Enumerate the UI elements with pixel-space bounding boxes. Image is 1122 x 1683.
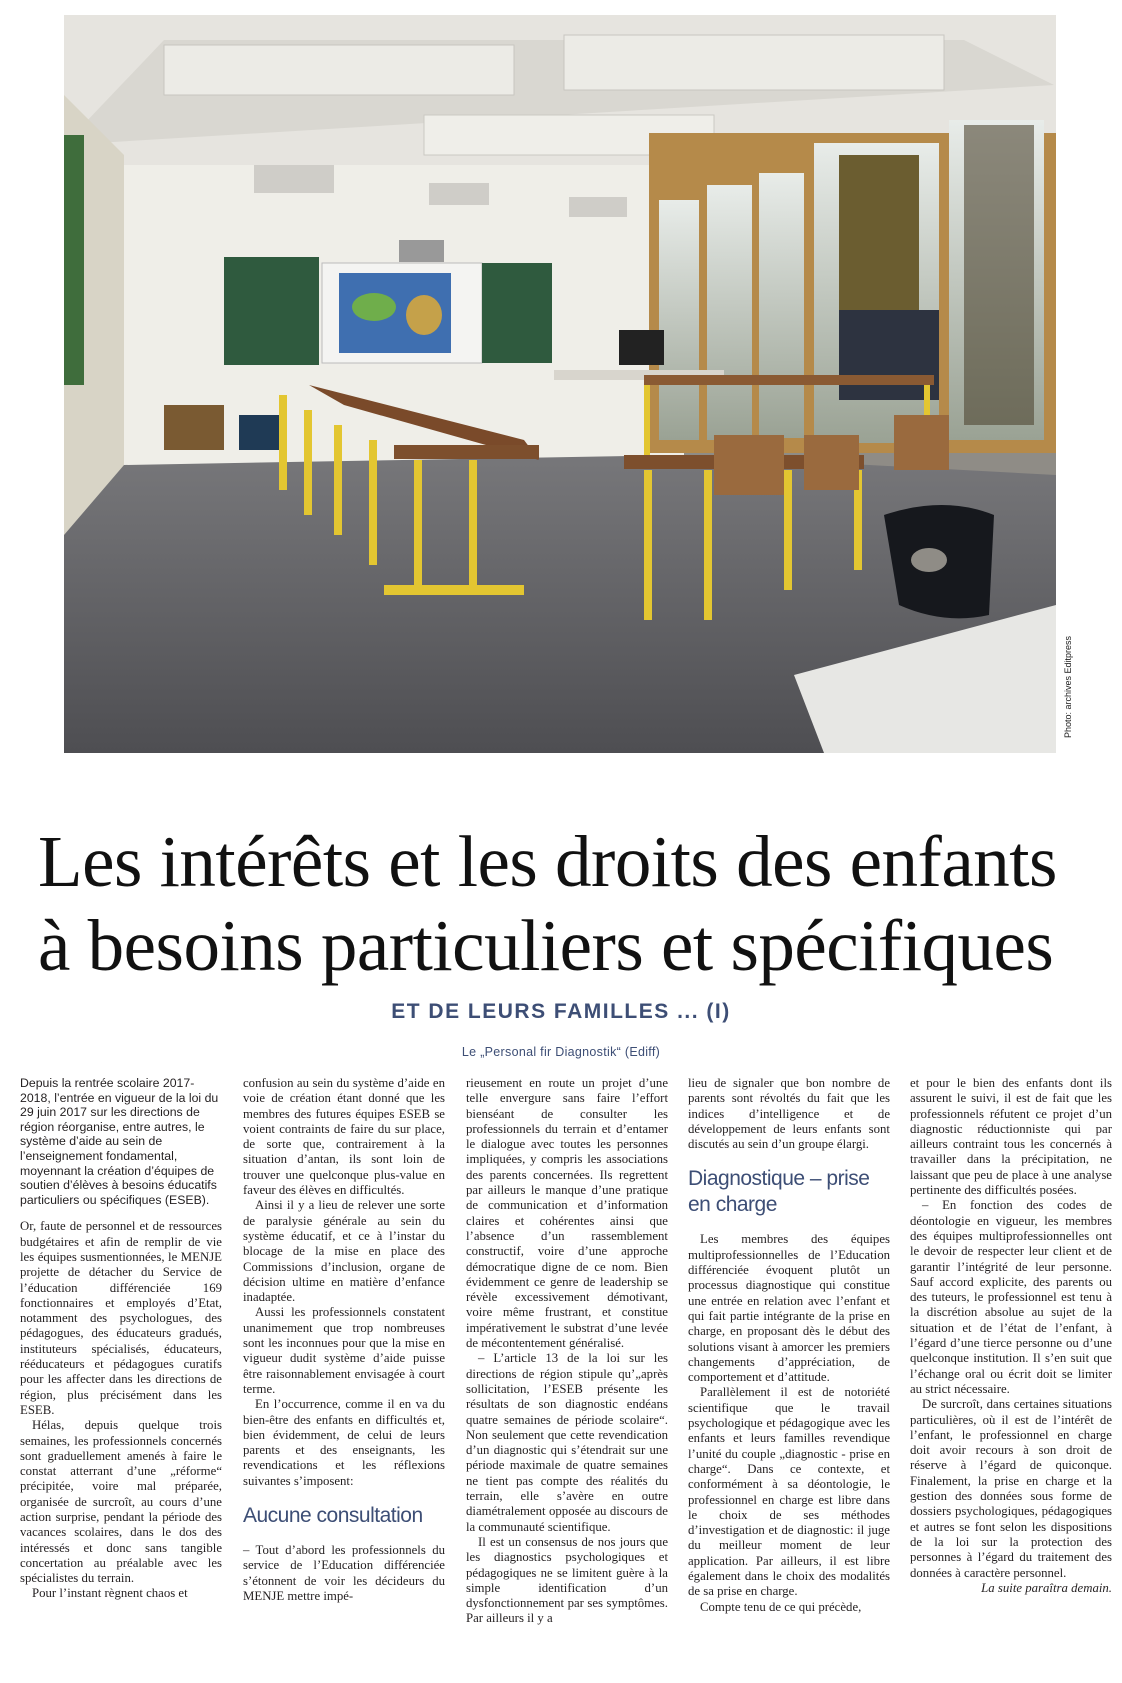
byline: Le „Personal fir Diagnostik“ (Ediff)	[461, 1045, 661, 1059]
paragraph: – L’article 13 de la loi sur les directions de région stipule qu’„après sollicitation, l’ESEB présente les résultats de son diagnostic endéans quatre semaines de période scolaire“. Non seulement que cette revendication d’un diagnostic qui s’étendrait sur une période maximale de quatre semaines ne tient pas compte des réalités du terrain, elle s’avère en outre diamétralement opposée au discours de la communauté scientifique.	[466, 1351, 668, 1534]
paragraph: Hélas, depuis quelque trois semaines, les professionnels concernés sont graduellement amenés à faire le constat atterrant d’une „réforme“ précipitée, voire mal préparée, organisée de surcroît, au cours d’une action surprise, pendant la période des vacances scolaires, dans le dos des intéressés et donc sans tangible concertation au préalable avec les spécialistes du terrain.	[20, 1418, 222, 1586]
paragraph: Parallèlement il est de notoriété scientifique que le travail psychologique et pédagogique avec les enfants et leurs familles revendique l’unité du couple „diagnostic - prise en charge“. Dans ce contexte, et conformément à sa déontologie, le professionnel en charge est libre dans le choix de ses méthodes d’investigation et de diagnostic: il juge du meilleur moment de leur application. Par ailleurs, il est libre également dans le choix des modalités de sa prise en charge.	[688, 1385, 890, 1599]
paragraph: Compte tenu de ce qui précède,	[700, 1599, 862, 1614]
classroom-illustration	[64, 15, 1056, 753]
paragraph: Aussi les professionnels constatent unanimement que trop nombreuses sont les inconnues pour que la mise en vigueur dudit système d’aide puisse être raisonnablement envisagée à court terme.	[243, 1305, 445, 1396]
headline-line-2: à besoins particuliers et spécifiques	[38, 905, 1054, 986]
continuation-note: La suite paraîtra demain.	[981, 1580, 1112, 1595]
paragraph: Pour l’instant règnent chaos et	[32, 1586, 188, 1601]
article-column-3	[466, 1076, 668, 1627]
paragraph: De surcroît, dans certaines situations particulières, où il est de l’intérêt de l’enfant, le professionnel en charge doit avoir recours à son droit de réserve à l’égard de quiconque. Finalement, la prise en charge et la gestion des données sous forme de dossiers psychologiques, pédagogiques et autres se font selon les dispositions de la loi sur la protection des personnes à l’égard du traitement des données à caractère personnel.	[910, 1397, 1112, 1580]
article-column-2	[243, 1076, 445, 1604]
photo-credit	[1058, 630, 1078, 754]
paragraph: Les membres des équipes multiprofessionnelles de l’Education différenciée évoquent plutôt un processus diagnostique qui constitue une entrée en relation avec l’enfant et qui fait partie intégrante de la prise en charge, en proposant dès le début des solutions visant à amorcer les premiers changements d’appréciation, de comportement et d’attitude.	[688, 1232, 890, 1385]
paragraph: Or, faute de personnel et de ressources budgétaires et afin de remplir de vie les équipes susmentionnées, le MENJE projette de détacher du Service de l’éducation différenciée 169 fonctionnaires et employés d’Etat, notamment des psychologues, des pédagogues, des éducateurs gradués, instituteurs spécialisés, éducateurs, rééducateurs et pédagogues curatifs pour les affecter dans les directions de région, plus précisément dans les ESEB.	[20, 1219, 222, 1417]
paragraph: En l’occurrence, comme il en va du bien-être des enfants en difficultés et, bien évidemment, de celui de leurs parents et des enseignants, les revendications et les réflexions suivantes s’imposent:	[243, 1397, 445, 1488]
section-heading: Diagnostique – prise en charge	[688, 1167, 870, 1217]
photo-credit-text: Photo: archives Editpress	[1063, 635, 1073, 739]
headline-line-1: Les intérêts et les droits des enfants	[38, 821, 1057, 902]
paragraph: – Tout d’abord les professionnels du service de l’Education différenciée s’étonnent de voir les décideurs du MENJE mettre impé-	[243, 1543, 445, 1603]
paragraph: Depuis la rentrée scolaire 2017-2018, l’entrée en vigueur de la loi du 29 juin 2017 sur les directions de région réorganise, entre autres, le système d’aide au sein de l’enseignement fondamental, moyennant la création d’équipes de soutien d’élèves à besoins éducatifs particuliers ou spécifiques (ESEB).	[20, 1076, 219, 1207]
paragraph: confusion au sein du système d’aide en voie de création étant donné que les membres des futures équipes ESEB se voient contraints de faire du sur place, de sorte que, contrairement à la situation d’antan, ils sont loin de trouver une quelconque plus-value en faveur des élèves en difficultés.	[243, 1076, 445, 1198]
section-heading: Aucune consultation	[243, 1504, 423, 1528]
subheadline: ET DE LEURS FAMILLES ... (I)	[391, 1000, 731, 1023]
article-column-5	[910, 1076, 1112, 1596]
article-column-4	[688, 1076, 890, 1615]
classroom-photo	[64, 15, 1056, 753]
paragraph: Ainsi il y a lieu de relever une sorte de paralysie générale au sein du système éducatif, et ce à l’instar du blocage de la mise en place des Commissions d’inclusion, organe de décision ultime en matière d’enfance inadaptée.	[243, 1198, 445, 1305]
paragraph: Il est un consensus de nos jours que les diagnostics psychologiques et pédagogiques ne se limitent guère à la simple identification d’un dysfonctionnement par ses symptômes. Par ailleurs il y a	[466, 1534, 668, 1626]
paragraph: rieusement en route un projet d’une telle envergure sans faire l’effort bienséant de consulter les professionnels du terrain et d’entamer le dialogue avec toutes les personnes impliquées, y compris les associations des parents concernées. Ils regrettent par ailleurs le manque d’une pratique de communication et d’information claires et cohérentes ainsi que l’absence d’un rassemblement constructif, voire d’une approche démocratique digne de ce nom. Bien évidemment ce genre de leadership se révèle excessivement démotivant, voire même frustrant, et constitue impérativement le substrat d’une levée de mécontentement généralisé.	[466, 1076, 668, 1351]
article-column-1	[20, 1076, 222, 1602]
headline	[38, 820, 1098, 988]
paragraph: et pour le bien des enfants dont ils assurent le suivi, il est de fait que les professionnels réfutent ce projet d’un diagnostic réductionniste qui par ailleurs contraint tous les concernés à travailler dans la précipitation, ne laissant que peu de place à une analyse pertinente des difficultés posées.	[910, 1076, 1112, 1198]
paragraph: lieu de signaler que bon nombre de parents sont révoltés du fait que les indices d’intelligence et de développement de leurs enfants sont discutés au sein d’un groupe élargi.	[688, 1076, 890, 1152]
paragraph: – En fonction des codes de déontologie en vigueur, les membres des équipes multiprofessionnelles ont le devoir de respecter leur client et de garantir l’intégrité de leur personne. Sauf accord explicite, des parents ou des tuteurs, le professionnel est tenu à la discrétion absolue au sujet de la situation et de l’état de l’enfant, à l’égard d’une tierce personne ou d’une quelconque institution. Il s’en suit que l’échange oral ou écrit doit se limiter au strict nécessaire.	[910, 1198, 1112, 1396]
